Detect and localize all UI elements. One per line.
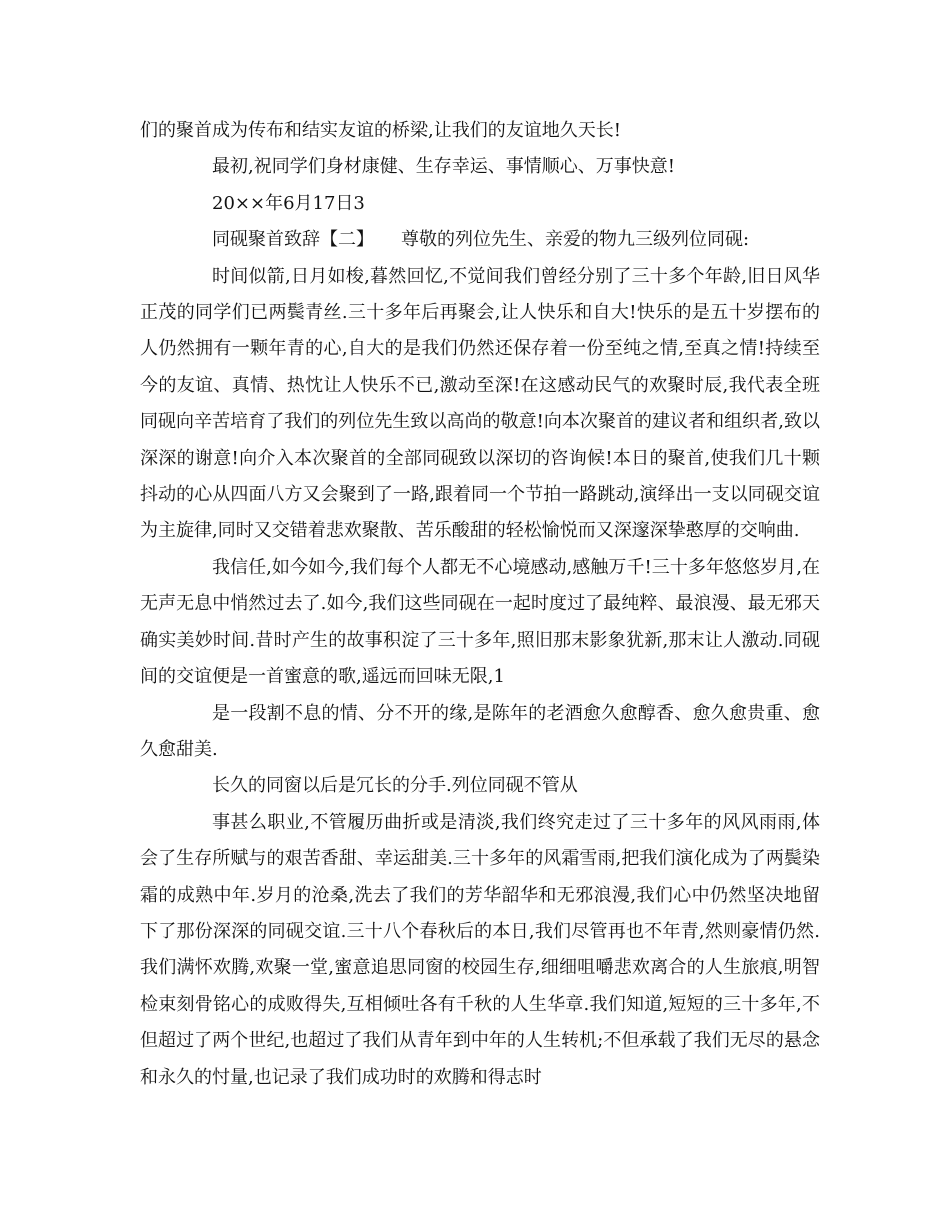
document-body <box>140 113 820 1096</box>
paragraph-body-3: 是一段割不息的情、分不开的缘,是陈年的老酒愈久愈醇香、愈久愈贵重、愈久愈甜美. <box>140 702 820 760</box>
paragraph-body-2: 我信任,如今如今,我们每个人都无不心境感动,感触万千!三十多年悠悠岁月,在无声无息中悄然过去了.如今,我们这些同砚在一起时度过了最纯粹、最浪漫、最无邪天确实美妙时间.昔时产生的故事积淀了三十多年,照旧那末影象犹新,那末让人激动.同砚间的交谊便是一首蜜意的歌,遥远而回味无限,1 <box>140 556 820 688</box>
paragraph-body-4: 长久的同窗以后是冗长的分手.列位同砚不管从 <box>212 775 578 797</box>
paragraph-closing-line: 们的聚首成为传布和结实友谊的桥梁,让我们的友谊地久天长! <box>140 120 621 141</box>
paragraph-body-1: 时间似箭,日月如梭,暮然回忆,不觉间我们曾经分别了三十多个年龄,旧日风华正茂的同学们已两鬓青丝.三十多年后再聚会,让人快乐和自大!快乐的是五十岁摆布的人仍然拥有一颗年青的心,自大的是我们仍然还保存着一份至纯之情,至真之情!持续至今的友谊、真情、热忱让人快乐不已,激动至深!在这感动民气的欢聚时辰,我代表全班同砚向辛苦培育了我们的列位先生致以高尚的敬意!向本次聚首的建议者和组织者,致以深深的谢意!向介入本次聚首的全部同砚致以深切的咨询候!本日的聚首,使我们几十颗抖动的心从四面八方又会聚到了一路,跟着同一个节拍一路跳动,演绎出一支以同砚交谊为主旋律,同时又交错着悲欢聚散、苦乐酸甜的轻松愉悦而又深邃深挚憨厚的交响曲. <box>140 265 820 542</box>
paragraph-body-5: 事甚么职业,不管履历曲折或是清淡,我们终究走过了三十多年的风风雨雨,体会了生存所赋与的艰苦香甜、幸运甜美.三十多年的风霜雪雨,把我们演化成为了两鬓染霜的成熟中年.岁月的沧桑,洗去了我们的芳华韶华和无邪浪漫,我们心中仍然坚决地留下了那份深深的同砚交谊.三十八个春秋后的本日,我们尽管再也不年青,然则豪情仍然.我们满怀欢腾,欢聚一堂,蜜意追思同窗的校园生存,细细咀嚼悲欢离合的人生旅痕,明智检束刻骨铭心的成败得失,互相倾吐各有千秋的人生华章.我们知道,短短的三十多年,不但超过了两个世纪,也超过了我们从青年到中年的人生转机;不但承载了我们无尽的悬念和永久的忖量,也记录了我们成功时的欢腾和得志时 <box>140 811 820 1088</box>
paragraph-speech-heading: 同砚聚首致辞【二】 尊敬的列位先生、亲爱的物九三级列位同砚: <box>212 229 750 251</box>
paragraph-date: 20××年6月17日3 <box>212 192 365 214</box>
paragraph-wishes: 最初,祝同学们身材康健、生存幸运、事情顺心、万事快意! <box>212 156 675 178</box>
